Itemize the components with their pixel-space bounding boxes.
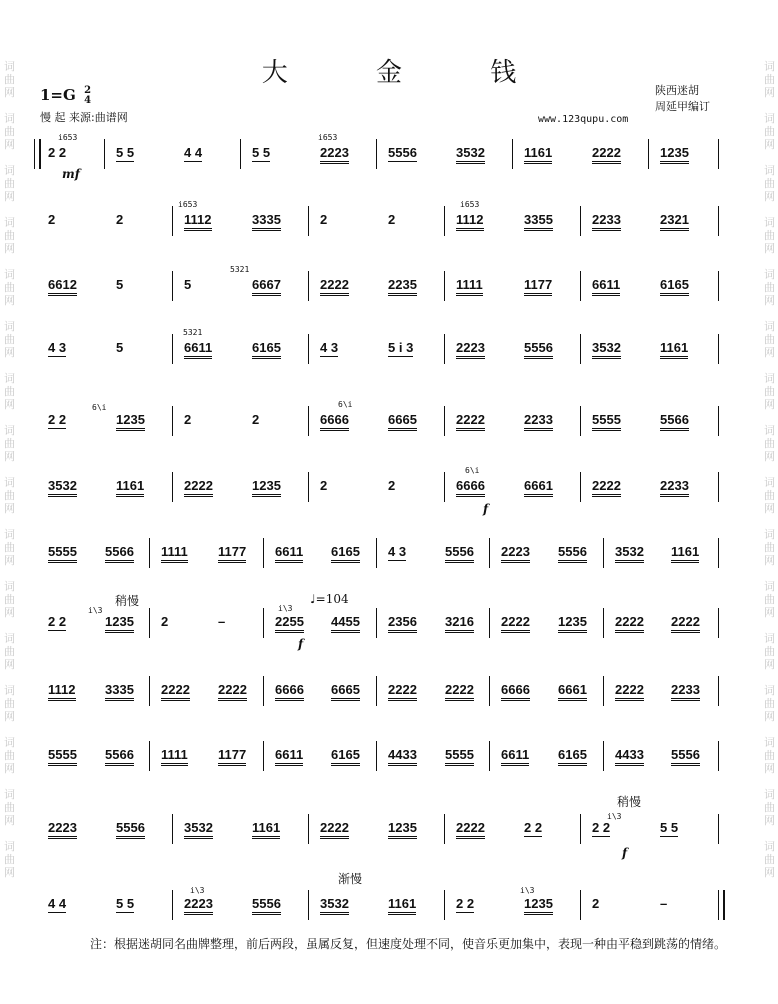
note-group: 5566 — [105, 747, 134, 766]
note-group: 1235 — [252, 478, 281, 497]
dynamic-mf: mf — [62, 167, 80, 181]
note-group: 6611 — [501, 747, 529, 766]
note-group: 6611 — [275, 747, 303, 766]
ornament-7: 6\i — [92, 403, 107, 412]
barline — [512, 139, 513, 169]
barline — [580, 890, 581, 920]
note-group: 4 3 — [48, 340, 67, 355]
note-group: 3355 — [524, 212, 553, 231]
note-group: 5556 — [116, 820, 145, 839]
time-num: 2 — [84, 85, 92, 96]
slow-mark-2: 稍慢 — [617, 795, 642, 809]
note-group: 5556 — [252, 896, 281, 915]
barline — [580, 472, 581, 502]
key-label: 1=G — [40, 86, 76, 104]
note-group: 2 2 — [48, 145, 67, 160]
note-group: 2 — [320, 212, 328, 227]
note-group: 2223 — [184, 896, 213, 915]
side-watermark-right: 词 曲 网 词 曲 网 词 曲 网 词 曲 网 词 曲 网 词 曲 网 词 曲 网 词 曲 网 词 曲 网 词 曲 网 词 曲 网 词 曲 网 词 曲 网 词 曲 网 词 曲 网 词 曲 网 — [764, 60, 775, 879]
note-group: 5 — [184, 277, 192, 292]
note-group: 3335 — [252, 212, 281, 231]
barline — [149, 538, 150, 568]
barline — [172, 890, 173, 920]
note-group: 5556 — [671, 747, 700, 766]
note-group: 1161 — [388, 896, 416, 915]
note-group: 1235 — [524, 896, 553, 915]
barline — [580, 206, 581, 236]
note-group: 2 — [184, 412, 192, 427]
barline — [34, 139, 41, 169]
barline — [376, 139, 377, 169]
barline — [263, 741, 264, 771]
note-group: 5556 — [558, 544, 587, 563]
barline — [718, 608, 719, 638]
barline — [308, 814, 309, 844]
barline — [718, 271, 719, 301]
note-group: 6611 — [592, 277, 620, 296]
note-group: 2223 — [501, 544, 530, 563]
note-group: 2222 — [501, 614, 530, 633]
note-group: 1112 — [48, 682, 76, 701]
note-group: 1161 — [116, 478, 144, 497]
note-group: 1161 — [660, 340, 688, 359]
ornament-14: i\3 — [520, 886, 535, 895]
time-signature — [84, 86, 91, 106]
note-group: 2222 — [388, 682, 417, 701]
note-group: 1235 — [660, 145, 689, 164]
note-group: 2222 — [320, 820, 349, 839]
note-group: 4433 — [615, 747, 644, 766]
note-group: 6165 — [660, 277, 689, 296]
barline — [489, 741, 490, 771]
ornament-9: 6\i — [465, 466, 480, 475]
barline — [580, 271, 581, 301]
barline — [580, 406, 581, 436]
barline — [263, 676, 264, 706]
credit-editor: 周延甲编订 — [655, 100, 710, 113]
note-group: 2222 — [161, 682, 190, 701]
note-group: 4 3 — [320, 340, 339, 355]
ornament-10: i\3 — [88, 606, 103, 615]
barline — [580, 814, 581, 844]
note-group: 6612 — [48, 277, 77, 296]
barline — [603, 676, 604, 706]
barline — [376, 608, 377, 638]
note-group: 2233 — [592, 212, 621, 231]
barline — [376, 741, 377, 771]
note-group: 2222 — [445, 682, 474, 701]
note-group: 5 5 — [116, 896, 135, 911]
note-group: 4455 — [331, 614, 360, 633]
barline — [444, 406, 445, 436]
tempo-label: 慢 起 — [40, 111, 66, 124]
barline — [444, 271, 445, 301]
barline — [308, 472, 309, 502]
barline — [149, 741, 150, 771]
barline — [444, 814, 445, 844]
note-group: 1111 — [161, 544, 188, 563]
watermark-site-label: 来源:曲谱网 — [69, 111, 128, 124]
note-group: 2 2 — [524, 820, 543, 835]
note-group: 4 3 — [388, 544, 407, 559]
note-group: 3216 — [445, 614, 474, 633]
ornament-1: i653 — [58, 133, 78, 142]
note-group: 3532 — [615, 544, 644, 563]
note-group: 2222 — [592, 478, 621, 497]
note-group: 6165 — [331, 544, 360, 563]
note-group: 1111 — [456, 277, 483, 296]
note-group: 1161 — [524, 145, 552, 164]
barline — [172, 206, 173, 236]
footnote: 注：根据迷胡同名曲牌整理，前后两段，虽属反复，但速度处理不同，使音乐更加集中，表现一种由平稳到跳荡的情绪。 — [90, 937, 727, 951]
note-group: 3532 — [320, 896, 349, 915]
tempo-mark: ♩=104 — [310, 592, 349, 606]
barline — [718, 139, 719, 169]
note-group: 1235 — [388, 820, 417, 839]
note-group: 5556 — [388, 145, 417, 160]
tempo-text — [40, 109, 128, 125]
barline — [104, 139, 105, 169]
note-group: 3532 — [592, 340, 621, 359]
note-group: 2 2 — [592, 820, 611, 835]
barline — [240, 139, 241, 169]
note-group: 2222 — [456, 820, 485, 839]
note-group: 6165 — [252, 340, 281, 359]
barline — [444, 334, 445, 364]
barline — [489, 608, 490, 638]
note-group: 4 4 — [184, 145, 203, 160]
ornament-5: 5321 — [230, 265, 250, 274]
note-group: 2222 — [615, 614, 644, 633]
note-group: 5555 — [48, 747, 77, 766]
note-group: 2321 — [660, 212, 689, 231]
side-watermark-left: 词 曲 网 词 曲 网 词 曲 网 词 曲 网 词 曲 网 词 曲 网 词 曲 网 词 曲 网 词 曲 网 词 曲 网 词 曲 网 词 曲 网 词 曲 网 词 曲 网 词 曲 网 词 曲 网 — [4, 60, 15, 879]
dynamic-f-1: f — [483, 502, 489, 516]
barline — [580, 334, 581, 364]
barline — [263, 608, 264, 638]
note-group: 6665 — [388, 412, 417, 431]
note-group: 1177 — [218, 747, 246, 766]
note-group: 2356 — [388, 614, 417, 633]
barline — [172, 334, 173, 364]
note-group: 2233 — [524, 412, 553, 431]
site-url: www.123qupu.com — [538, 114, 629, 125]
note-group: 5556 — [445, 544, 474, 563]
note-group: 6666 — [501, 682, 530, 701]
note-group: 5555 — [445, 747, 474, 766]
barline — [718, 676, 719, 706]
note-group: 1235 — [105, 614, 134, 633]
note-group: 2222 — [671, 614, 700, 633]
note-group: 3532 — [48, 478, 77, 497]
note-group: 5 5 — [116, 145, 135, 160]
note-group: 5 5 — [660, 820, 679, 835]
note-group: 1177 — [524, 277, 552, 296]
dynamic-f-3: f — [622, 846, 628, 860]
barline — [308, 890, 309, 920]
note-group: 1112 — [456, 212, 484, 231]
barline — [149, 676, 150, 706]
note-group: 5 — [116, 277, 124, 292]
barline — [172, 406, 173, 436]
note-group: 2 — [252, 412, 260, 427]
barline — [718, 406, 719, 436]
note-group: 5 i 3 — [388, 340, 414, 355]
note-group: 4 4 — [48, 896, 67, 911]
note-group: 2222 — [592, 145, 621, 164]
note-group: 1111 — [161, 747, 188, 766]
note-group: 2 2 — [456, 896, 475, 911]
note-group: 5 5 — [252, 145, 271, 160]
note-group: 6666 — [456, 478, 485, 497]
note-group: 3532 — [456, 145, 485, 164]
note-group: 2222 — [320, 277, 349, 296]
note-group: 3335 — [105, 682, 134, 701]
barline — [489, 538, 490, 568]
note-group: 2 — [320, 478, 328, 493]
barline — [718, 334, 719, 364]
ornament-6: 5321 — [183, 328, 203, 337]
note-group: 6667 — [252, 277, 281, 296]
barline — [648, 139, 649, 169]
note-group: 6611 — [184, 340, 212, 359]
note-group: 5566 — [105, 544, 134, 563]
note-group: 3532 — [184, 820, 213, 839]
barline — [444, 206, 445, 236]
note-group: 5 — [116, 340, 124, 355]
note-group: 1235 — [116, 412, 145, 431]
note-group: 6666 — [275, 682, 304, 701]
barline — [718, 538, 719, 568]
barline — [718, 741, 719, 771]
barline — [603, 538, 604, 568]
note-group: – — [218, 614, 226, 629]
gradual-slow-mark: 渐慢 — [338, 872, 363, 886]
note-group: 1235 — [558, 614, 587, 633]
barline — [308, 206, 309, 236]
note-group: 2 2 — [48, 614, 67, 629]
barline — [172, 814, 173, 844]
barline — [263, 538, 264, 568]
ornament-3: i653 — [178, 200, 198, 209]
key-signature — [40, 86, 91, 106]
barline — [444, 472, 445, 502]
note-group: 6611 — [275, 544, 303, 563]
barline — [308, 406, 309, 436]
note-group: 6666 — [320, 412, 349, 431]
note-group: 2 — [388, 212, 396, 227]
note-group: 2 — [161, 614, 169, 629]
note-group: 6665 — [331, 682, 360, 701]
note-group: 2 — [592, 896, 600, 911]
note-group: 5555 — [592, 412, 621, 431]
barline — [172, 271, 173, 301]
ornament-11: i\3 — [278, 604, 293, 613]
note-group: 6165 — [331, 747, 360, 766]
note-group: 1161 — [671, 544, 699, 563]
note-group: 2233 — [671, 682, 700, 701]
note-group: 2233 — [660, 478, 689, 497]
score-title: 大 金 钱 — [261, 58, 557, 88]
barline — [603, 741, 604, 771]
barline — [308, 271, 309, 301]
note-group: 2222 — [456, 412, 485, 431]
note-group: 6165 — [558, 747, 587, 766]
note-group: 2223 — [320, 145, 349, 164]
note-group: 2222 — [184, 478, 213, 497]
note-group: 2 — [48, 212, 56, 227]
note-group: 1177 — [218, 544, 246, 563]
barline — [149, 608, 150, 638]
barline — [718, 206, 719, 236]
note-group: 6661 — [524, 478, 553, 497]
note-group: 2223 — [456, 340, 485, 359]
note-group: 5566 — [660, 412, 689, 431]
note-group: 4433 — [388, 747, 417, 766]
ornament-12: i\3 — [607, 812, 622, 821]
note-group: 2 — [388, 478, 396, 493]
barline — [444, 890, 445, 920]
ornament-8: 6\i — [338, 400, 353, 409]
note-group: 2 2 — [48, 412, 67, 427]
ornament-13: i\3 — [190, 886, 205, 895]
dynamic-f-2: f — [298, 637, 304, 651]
note-group: 2222 — [615, 682, 644, 701]
barline — [718, 814, 719, 844]
barline — [308, 334, 309, 364]
note-group: 2222 — [218, 682, 247, 701]
note-group: 2 — [116, 212, 124, 227]
ornament-4: i653 — [460, 200, 480, 209]
barline — [718, 890, 725, 920]
barline — [718, 472, 719, 502]
note-group: 1161 — [252, 820, 280, 839]
note-group: 1112 — [184, 212, 212, 231]
note-group: 5555 — [48, 544, 77, 563]
note-group: – — [660, 896, 668, 911]
time-den: 4 — [84, 95, 92, 106]
note-group: 5556 — [524, 340, 553, 359]
barline — [489, 676, 490, 706]
barline — [603, 608, 604, 638]
note-group: 2235 — [388, 277, 417, 296]
note-group: 2223 — [48, 820, 77, 839]
barline — [376, 676, 377, 706]
slow-mark-1: 稍慢 — [115, 594, 140, 608]
ornament-2: i653 — [318, 133, 338, 142]
credit-origin: 陕西迷胡 — [655, 84, 699, 97]
note-group: 2255 — [275, 614, 304, 633]
barline — [172, 472, 173, 502]
barline — [376, 538, 377, 568]
note-group: 6661 — [558, 682, 587, 701]
